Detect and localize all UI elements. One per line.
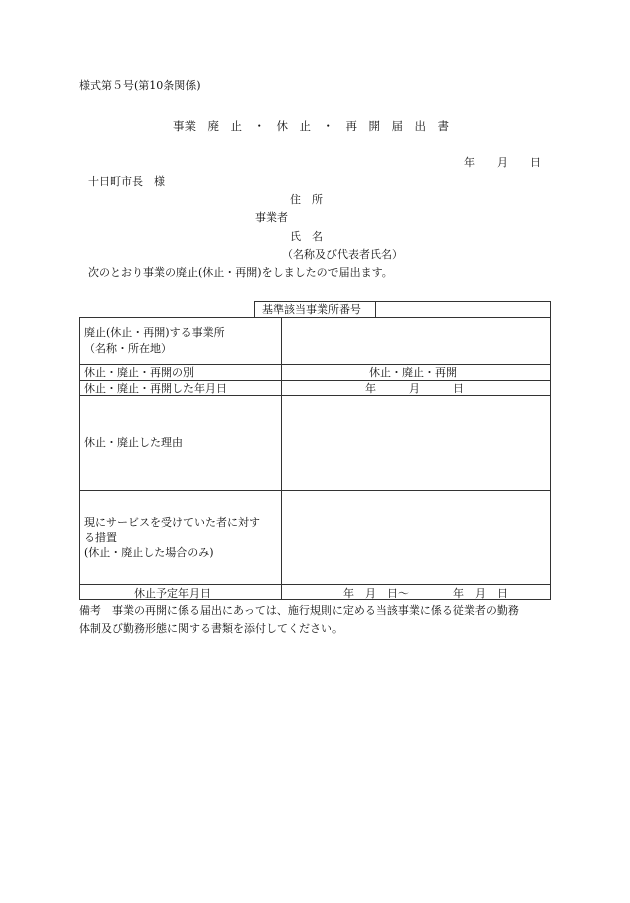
row2-value: 休止・廃止・再開: [369, 366, 457, 379]
remarks-line2: 体制及び勤務形態に関する書類を添付してください。: [79, 622, 343, 635]
row4-label: 休止・廃止した理由: [84, 436, 183, 449]
addressee: 十日町市長 様: [88, 175, 165, 188]
address-label: 住 所: [290, 193, 323, 206]
table-row-divider: [79, 364, 551, 365]
page-title: 事業 廃 止 ・ 休 止 ・ 再 開 届 出 書: [173, 119, 449, 133]
row6-value: 年 月 日～ 年 月 日: [343, 587, 508, 600]
name-label: 氏 名: [290, 230, 323, 243]
name-note: （名称及び代表者氏名）: [282, 248, 403, 261]
table-row-divider: [79, 584, 551, 585]
date-line: 年 月 日: [464, 156, 541, 169]
row5-label-line2: る措置: [84, 531, 117, 544]
table-row-divider: [79, 490, 551, 491]
row3-label: 休止・廃止・再開した年月日: [84, 382, 227, 395]
row5-label-line1: 現にサービスを受けていた者に対す: [84, 516, 260, 529]
office-number-divider: [375, 301, 376, 318]
row2-label: 休止・廃止・再開の別: [84, 366, 194, 379]
intro-text: 次のとおり事業の廃止(休止・再開)をしましたので届出ます。: [88, 266, 393, 279]
remarks-line1: 備考 事業の再開に係る届出にあっては、施行規則に定める当該事業に係る従業者の勤務: [79, 604, 519, 617]
row3-value: 年 月 日: [365, 382, 464, 395]
table-row-divider: [79, 395, 551, 396]
row1-label-line2: （名称・所在地）: [84, 342, 172, 355]
table-column-divider: [281, 317, 282, 600]
row5-label-line3: (休止・廃止した場合のみ): [84, 546, 214, 559]
table-row-divider: [79, 380, 551, 381]
operator-label: 事業者: [255, 211, 288, 224]
form-number: 様式第５号(第10条関係): [79, 79, 201, 92]
office-number-label: 基準該当事業所番号: [262, 303, 361, 316]
row1-label-line1: 廃止(休止・再開)する事業所: [84, 326, 225, 339]
row6-label: 休止予定年月日: [134, 587, 211, 600]
